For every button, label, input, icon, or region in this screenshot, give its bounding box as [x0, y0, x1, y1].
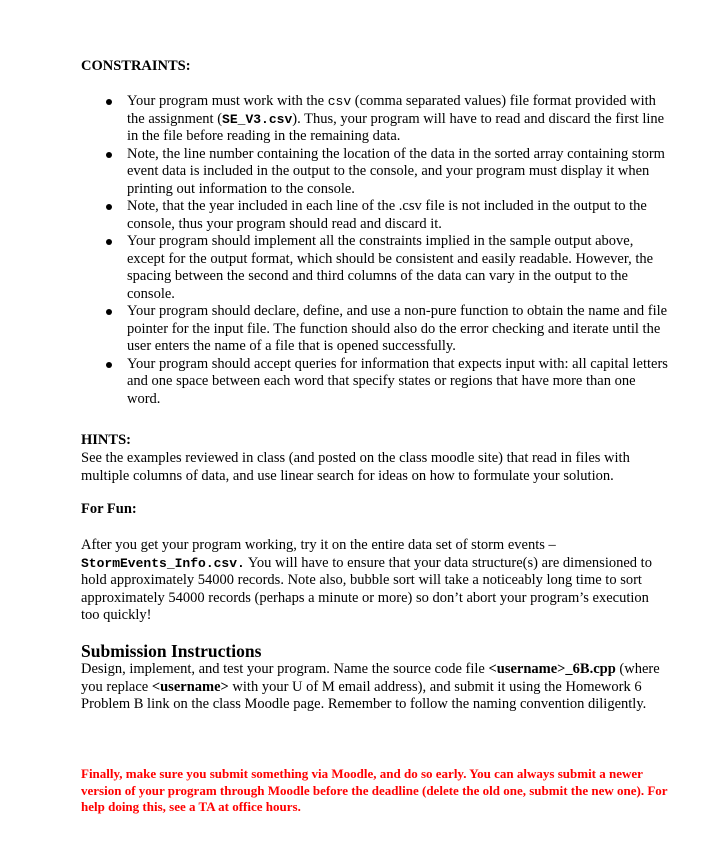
source-file-name: <username>_6B.cpp	[488, 661, 616, 677]
constraint-text: (comma separated values) file format provided with the assignment (	[127, 93, 656, 127]
for-fun-text-part: You will have to ensure that your data structure(s) are dimensioned to hold approximately 54000 records. Note also, bubble sort will take a noticeably long time to sort approximately 54000 records (perhaps a minute or more) so don’t abort your program’s execution too quickly!	[81, 554, 652, 623]
constraint-item	[106, 146, 672, 199]
bullet-icon	[106, 239, 112, 245]
constraint-text: Your program should implement all the constraints implied in the sample output above, except for the output format, which should be consistent and easily readable. However, the spacing between the second and third columns of the data can vary in the output to the console.	[127, 233, 654, 302]
submission-text-part: Design, implement, and test your program. Name the source code file	[81, 661, 489, 677]
bullet-icon	[106, 204, 112, 210]
constraint-item	[106, 198, 672, 233]
constraint-text: Your program must work with the	[127, 93, 328, 109]
inline-code-filename: SE_V3.csv	[222, 111, 293, 127]
bullet-icon	[106, 309, 112, 315]
hints-heading: HINTS:	[81, 432, 131, 448]
constraints-heading: CONSTRAINTS:	[81, 58, 191, 74]
for-fun-heading: For Fun:	[81, 501, 137, 517]
submission-text	[81, 661, 671, 714]
constraint-text: ). Thus, your program will have to read and discard the first line in the file before reading in the remaining data.	[127, 110, 665, 144]
constraint-text: Your program should accept queries for information that expects input with: all capital letters and one space between each word that specify states or regions that have more than one word.	[127, 355, 668, 407]
constraints-list	[106, 93, 672, 408]
constraint-item	[106, 93, 672, 146]
inline-code: csv	[327, 94, 352, 109]
constraint-item	[106, 233, 672, 303]
submission-heading: Submission Instructions	[81, 641, 262, 661]
constraint-item	[106, 303, 672, 356]
bullet-icon	[106, 152, 112, 158]
bullet-icon	[106, 99, 112, 105]
submission-text-part: (where you replace	[81, 661, 660, 695]
constraint-text: Note, that the year included in each line of the .csv file is not included in the output to the console, thus your program should read and discard it.	[127, 198, 647, 232]
constraint-item	[106, 356, 672, 409]
constraint-text: Your program should declare, define, and use a non-pure function to obtain the name and file pointer for the input file. The function should also do the error checking and iterate until the user enters the name of a file that is opened successfully.	[127, 303, 668, 354]
final-reminder: Finally, make sure you submit something via Moodle, and do so early. You can always submit a newer version of your program through Moodle before the deadline (delete the old one, submit the new one). For help doing this, see a TA at office hours.	[81, 766, 668, 814]
for-fun-text-part: After you get your program working, try it on the entire data set of storm events –	[81, 537, 556, 553]
inline-code-filename: StormEvents_Info.csv.	[81, 555, 245, 571]
bullet-icon	[106, 362, 112, 368]
username-placeholder: <username>	[151, 678, 229, 695]
hints-text: See the examples reviewed in class (and posted on the class moodle site) that read in files with multiple columns of data, and use linear search for ideas on how to formulate your solution.	[81, 450, 630, 484]
for-fun-text	[81, 537, 671, 625]
submission-text-part: with your U of M email address), and submit it using the Homework 6 Problem B link on the class Moodle page. Remember to follow the naming convention diligently.	[81, 678, 647, 712]
constraint-text: Note, the line number containing the location of the data in the sorted array containing storm event data is included in the output to the console, and your program must display it when printing out information to the console.	[127, 145, 665, 197]
